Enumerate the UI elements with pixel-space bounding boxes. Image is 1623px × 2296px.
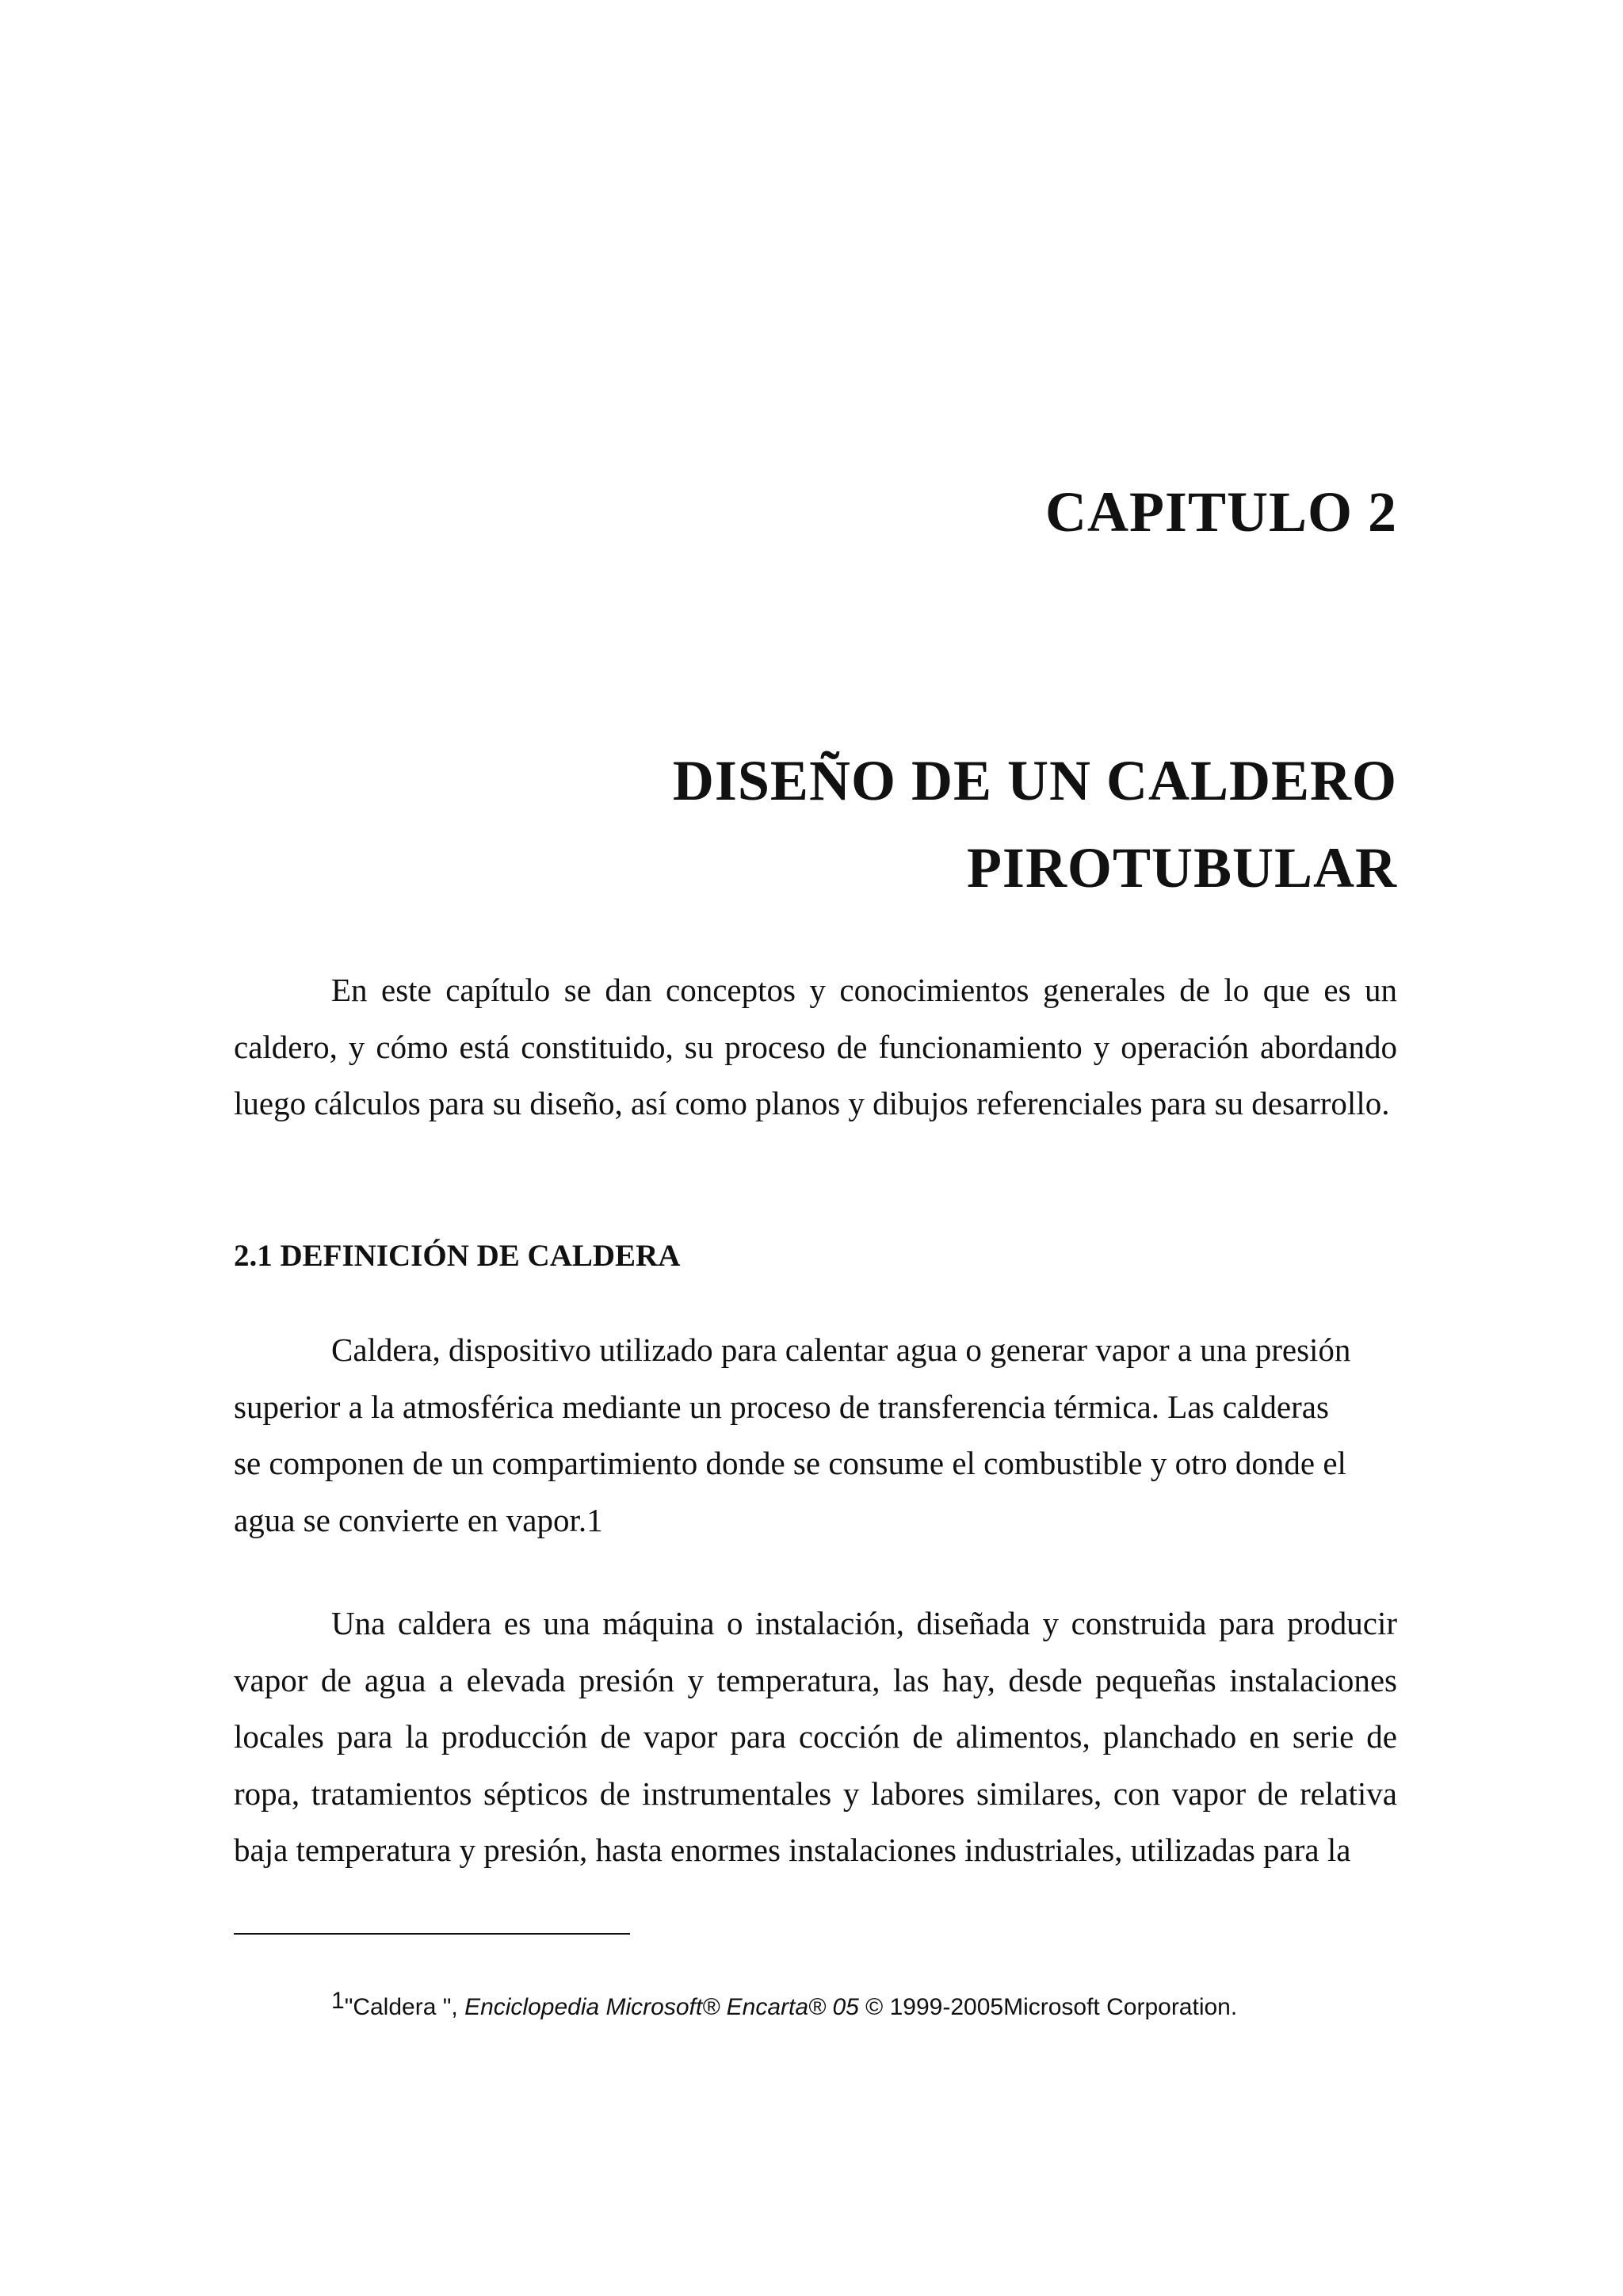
section-heading: 2.1 DEFINICIÓN DE CALDERA bbox=[234, 1239, 681, 1273]
chapter-title bbox=[367, 737, 1397, 911]
intro-paragraph: En este capítulo se dan conceptos y conocimientos generales de lo que es un caldero, y cómo está constituido, su proceso de funcionamiento y operación abordando luego cálculos para su diseño, así como planos y dibujos referenciales para su desarrollo. bbox=[234, 972, 1397, 1121]
definition-paragraph bbox=[234, 1322, 1397, 1549]
chapter-number: CAPITULO 2 bbox=[1044, 480, 1397, 544]
definition-line-4: agua se convierte en vapor.1 bbox=[234, 1501, 603, 1538]
definition-line-3: se componen de un compartimiento donde se consume el combustible y otro donde el bbox=[234, 1445, 1346, 1481]
footnote-suffix: © 1999-2005Microsoft Corporation. bbox=[858, 1994, 1238, 2020]
definition-line-2: superior a la atmosférica mediante un proceso de transferencia térmica. Las calderas bbox=[234, 1388, 1329, 1425]
definition-line-1: Caldera, dispositivo utilizado para calentar agua o generar vapor a una presión bbox=[331, 1331, 1351, 1368]
chapter-title-line-2: PIROTUBULAR bbox=[966, 836, 1397, 900]
footnote-mark: 1 bbox=[331, 1988, 345, 2014]
caldera-description-paragraph: Una caldera es una máquina o instalación, diseñada y construida para producir vapor de agua a elevada presión y temperatura, las hay, desde pequeñas instalaciones locales para la producción de vapor para cocción de alimentos, planchado en serie de ropa, tratamientos sépticos de instrumentales y labores similares, con vapor de relativa baja temperatura y presión, hasta enormes instalaciones industriales, utilizadas para la bbox=[234, 1605, 1397, 1868]
footnote bbox=[331, 1984, 1237, 2025]
footnote-separator bbox=[234, 1933, 630, 1935]
chapter-title-line-1: DISEÑO DE UN CALDERO bbox=[672, 749, 1397, 812]
footnote-prefix: "Caldera ", bbox=[344, 1994, 465, 2020]
footnote-source: Enciclopedia Microsoft® Encarta® 05 bbox=[464, 1994, 859, 2020]
